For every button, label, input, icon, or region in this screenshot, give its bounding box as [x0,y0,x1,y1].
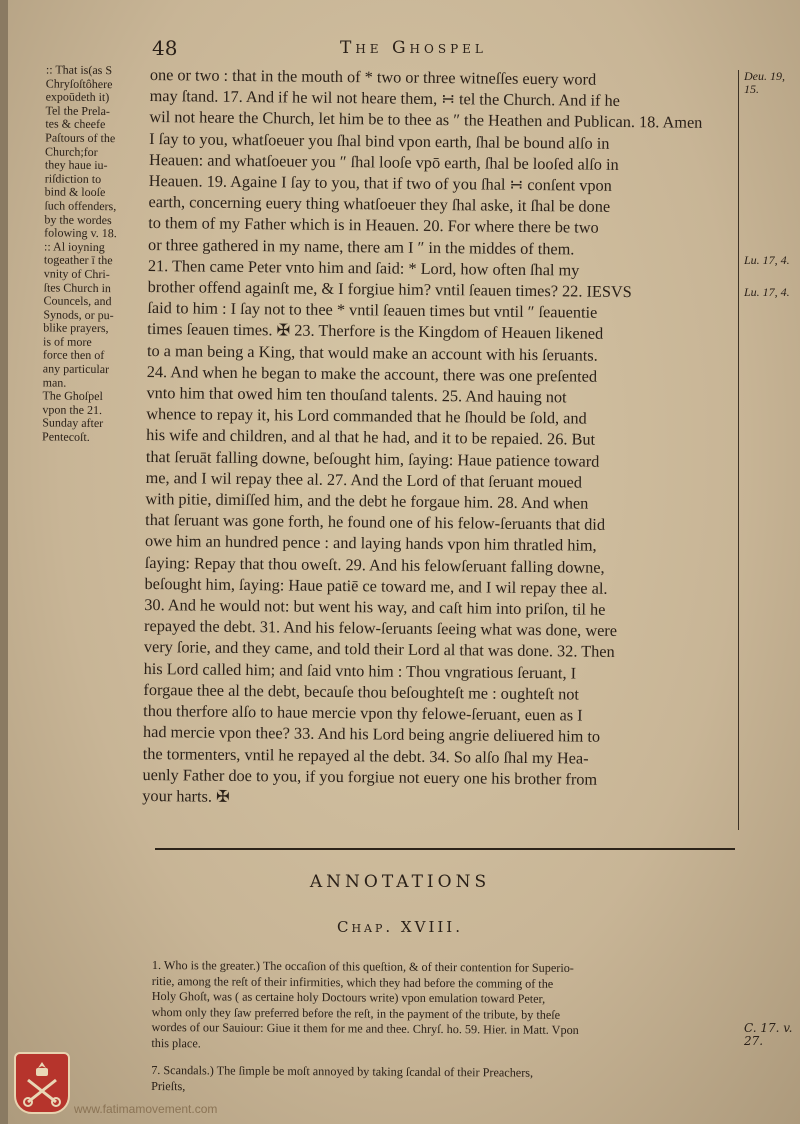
text-line: had mercie vpon thee? 33. And his Lord being angrie deliuered him to [142,722,601,747]
margin-note-line: Church;for [45,144,98,159]
margin-note-line: force then of [42,347,105,363]
margin-note-line: folowing v. 18. [44,225,117,241]
text-line: wil not heare the Church, let him be to thee as ″ the Heathen and Publican. 18. Amen [149,107,703,133]
margin-note-line: man. [42,375,67,390]
margin-note-line: Sunday after [42,415,104,431]
text-line: 24. And when he began to make the account, there was one preſented [146,361,598,386]
margin-note-line: ſtes Church in [43,279,112,295]
margin-note-line: The Ghoſpel [42,388,103,404]
chapter-heading: Chap. XVIII. [336,918,463,936]
text-line: beſought him, ſaying: Haue patiē ce toward me, and I wil repay thee al. [144,573,608,598]
annotation-line: wordes of our Sauiour: Giue it them for me and thee. Chryſ. ho. 59. Hier. in Matt. Vpon [151,1019,579,1037]
text-line: 30. And he would not: but went his way, and caſt him into priſon, til he [144,595,606,619]
running-title: The Ghospel [340,38,487,58]
text-line: I ſay to you, whatſoeuer you ſhal bind vpon earth, ſhal be bound alſo in [149,128,610,153]
text-line: times ſeauen times. ✠ 23. Therfore is the Kingdom of Heauen likened [147,319,604,344]
annotation-line: 7. Scandals.) The ſimple be moſt annoyed by taking ſcandal of their Preachers, [151,1062,534,1080]
annotation-line: 1. Who is the greater.) The occaſion of this queſtion, & of their contention for Superio- [151,958,574,975]
text-line: with pitie, dimiſſed him, and the debt he forgaue him. 28. And when [145,489,589,513]
annotation-paragraph-1 [151,958,742,1055]
margin-note-line: they haue iu- [44,157,108,173]
page-number: 48 [152,36,178,60]
margin-note-line: vnity of Chri- [43,266,110,282]
text-line: that ſeruant was gone forth, he found one of his felow-ſeruants that did [145,510,606,535]
text-line: thou therfore alſo to haue mercie vpon thy felowe-ſeruant, euen as I [143,701,583,725]
margin-note-line: riſdiction to [44,171,102,186]
text-line: your harts. ✠ [142,785,230,806]
annotations-heading: ANNOTATIONS [309,872,491,892]
vertical-rule [738,70,739,830]
annotation-line: whom only they ſaw preferred before the reſt, in the payment of the tribute, by theſe [151,1004,561,1022]
margin-note-line: blike prayers, [43,320,109,336]
text-line: ſaid to him : I ſay not to thee * vntil ſeauen times but vntil ″ ſeauentie [147,298,598,322]
text-line: 21. Then came Peter vnto him and ſaid: * Lord, how often ſhal my [147,255,580,280]
margin-note-line: expoūdeth it) [45,89,110,105]
text-line: earth, concerning euery thing whatſoeuer they ſhal aske, it ſhal be done [148,192,611,217]
text-line: brother offend againſt me, & I forgiue him? vntil ſeauen times? 22. IESVS [147,277,632,302]
text-line: that ſeruāt falling downe, beſought him, ſaying: Haue patience toward [145,446,600,471]
margin-note-line: Councels, and [43,293,112,309]
annotation-line: Holy Ghoſt, was ( as certaine holy Doctours write) vpon emulation toward Peter, [151,988,546,1006]
margin-ref-deut: Deu. 19, 15. [744,69,785,96]
text-line: forgaue thee al the debt, becauſe thou beſoughteſt me : oughteſt not [143,679,580,704]
margin-ref-luke-2: Lu. 17, 4. [744,285,790,299]
text-line: Heauen. 19. Againe I ſay to you, that if two of you ſhal ∺ conſent vpon [148,171,612,195]
text-line: to a man being a King, that would make an account with his ſeruants. [146,340,598,365]
margin-note-line: Paſtours of the [45,130,116,146]
page-header [0,36,800,60]
annotation-line: Prieſts, [151,1078,186,1093]
margin-note-line: by the wordes [44,211,112,227]
margin-note-line: Synods, or pu- [43,307,114,322]
text-line: his Lord called him; and ſaid vnto him : Thou vngratious ſeruant, I [143,658,577,683]
margin-note-line: ſuch offenders, [44,198,117,214]
text-line: ſaying: Repay that thou oweſt. 29. And his felowſeruant falling downe, [144,552,605,577]
annotations-body [151,958,742,1098]
margin-note-line: togeather ī the [43,252,113,268]
text-line: may ſtand. 17. And if he wil not heare them, ∺ tel the Church. And if he [149,86,621,111]
margin-note-line: :: That is(as S [45,62,113,78]
margin-note-line: :: Al ioyning [44,239,105,254]
margin-note-line: bind & looſe [44,184,106,200]
papal-keys-logo-icon [14,1052,70,1114]
text-line: Heauen: and whatſoeuer you ″ ſhal looſe vpō earth, ſhal be looſed alſo in [148,149,619,174]
text-line: the tormenters, vntil he repayed al the debt. 34. So alſo ſhal my Hea- [142,743,589,768]
text-line: or three gathered in my name, there am I ″ in the middes of them. [148,234,575,259]
text-line: very ſorie, and they came, and told their Lord al that was done. 32. Then [143,637,615,662]
watermark-url[interactable]: www.fatimamovement.com [74,1102,218,1116]
text-line: one or two : that in the mouth of * two or three witneſſes euery word [149,64,597,89]
annotation-line: this place. [151,1035,201,1050]
left-margin-notes [42,63,154,445]
text-line: to them of my Father which is in Heauen. 20. For where there be two [148,213,599,238]
margin-ref-luke-1: Lu. 17, 4. [744,253,790,267]
annotation-margin-ref: C. 17. v. 27. [744,1021,793,1048]
margin-note-line: tes & cheefe [45,116,106,132]
scripture-text [142,64,735,812]
text-line: uenly Father doe to you, if you forgiue not euery one his brother from [142,764,598,789]
annotation-line: ritie, among the reſt of their infirmities, which they had before the comming of the [151,973,554,991]
text-line: repayed the debt. 31. And his felow-ſeruants ſeeing what was done, were [144,616,618,641]
margin-note-line: any particular [42,361,110,377]
text-line: owe him an hundred pence : and laying hands vpon him thratled him, [144,531,597,556]
text-line: me, and I wil repay thee al. 27. And the Lord of that ſeruant moued [145,467,583,492]
text-line: whence to repay it, his Lord commanded that he ſhould be ſold, and [146,404,587,428]
margin-note-line: Pentecoſt. [42,429,90,444]
margin-note-line: vpon the 21. [42,402,103,417]
text-line: vnto him that owed him ten thouſand talents. 25. And hauing not [146,383,567,407]
annotation-paragraph-2 [151,1063,741,1098]
margin-note-line: Chryſoſtôhere [45,76,113,91]
text-line: his wife and children, and al that he had, and it to be repaied. 26. But [146,425,596,450]
margin-note-line: Tel the Prela- [45,103,111,118]
section-divider [155,848,735,850]
page-binding-edge [0,0,8,1124]
margin-note-line: is of more [43,334,92,349]
